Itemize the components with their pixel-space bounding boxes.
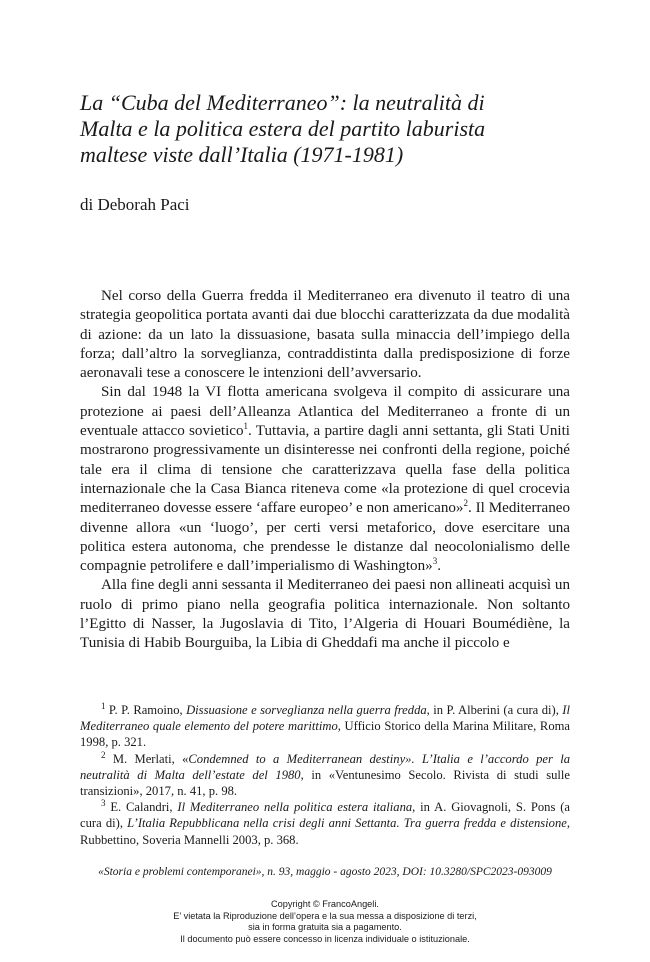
text-run: Sin dal 1948 la VI flotta americana svolgeva il compito di assicurare una protezione ai paesi dell’Alleanza Atlantica del Mediterraneo a fronte di un eventuale attacco sovietico bbox=[80, 384, 570, 440]
text-run: . Tuttavia, a partire dagli anni settanta, gli Stati Uniti mostrarono progressivamente un disinteresse nei confronti della regione, poiché tale era il clima di tensione che caratterizzava quella fase della politica internazionale che la Casa Bianca riteneva come «la protezione di quel crocevia mediterraneo dovesse essere ‘affare europeo’ e non americano» bbox=[80, 423, 570, 517]
article-title bbox=[80, 90, 580, 168]
text-run: , in P. Alberini (a cura di), bbox=[426, 703, 563, 717]
footnote-number: 1 bbox=[101, 700, 106, 711]
body-paragraph bbox=[80, 576, 570, 653]
copyright-line: Copyright © FrancoAngeli. bbox=[271, 899, 379, 909]
journal-citation: «Storia e problemi contemporanei», n. 93, maggio - agosto 2023, DOI: 10.3280/SPC2023-093009 bbox=[98, 866, 552, 878]
footnote-marker: 1 bbox=[243, 421, 249, 432]
footnote bbox=[80, 799, 570, 848]
italic-text: Dissuasione e sorveglianza nella guerra fredda bbox=[186, 703, 427, 717]
title-line: La “Cuba del Mediterraneo”: la neutralità di bbox=[80, 90, 485, 115]
text-run: . Il Mediterraneo divenne allora «un ‘luogo’, per certi versi metaforico, dove esercitare una politica estera autonoma, che prendesse le distanze dal neocolonialismo delle compagnie petrolifere e dall’imperialismo di Washington» bbox=[80, 500, 570, 575]
text-run: , Rubbettino, Soveria Mannelli 2003, p. 368. bbox=[80, 816, 570, 847]
text-run: P. P. Ramoino, bbox=[105, 703, 187, 717]
footnote-marker: 2 bbox=[463, 498, 468, 509]
text-run: E. Calandri, bbox=[105, 800, 178, 815]
italic-text: Il Mediterraneo quale elemento del potere marittimo bbox=[80, 703, 570, 734]
italic-text: L’Italia Repubblicana nella crisi degli anni Settanta. Tra guerra fredda e distensione bbox=[127, 816, 567, 831]
text-run: M. Merlati, « bbox=[105, 751, 189, 766]
copyright-line: Il documento può essere concesso in licenza individuale o istituzionale. bbox=[180, 933, 470, 944]
footnote-number: 3 bbox=[101, 798, 106, 809]
footnote bbox=[80, 751, 570, 800]
footnote-number: 2 bbox=[101, 749, 106, 760]
footnote bbox=[80, 702, 570, 751]
text-run: , in «Ventunesimo Secolo. Rivista di studi sulle transizioni», 2017, n. 41, p. 98. bbox=[80, 767, 570, 799]
body-paragraph bbox=[80, 383, 570, 576]
text-run: . bbox=[437, 558, 441, 575]
title-line: Malta e la politica estera del partito laburista bbox=[80, 116, 486, 141]
text-run: , in A. Giovagnoli, S. Pons (a cura di), bbox=[80, 800, 570, 831]
italic-text: Il Mediterraneo nella politica estera italiana bbox=[177, 800, 413, 815]
copyright-line: sia in forma gratuita sia a pagamento. bbox=[248, 922, 402, 932]
footnotes bbox=[80, 702, 570, 848]
body-paragraph bbox=[80, 287, 570, 383]
footnote-marker: 3 bbox=[432, 556, 438, 567]
copyright-notice bbox=[0, 899, 650, 945]
author-byline: di Deborah Paci bbox=[80, 195, 190, 214]
italic-text: Condemned to a Mediterranean destiny». L’Italia e l’accordo per la neutralità di Malta dell’estate del 1980 bbox=[80, 751, 570, 782]
text-run: , Ufficio Storico della Marina Militare, Roma 1998, p. 321. bbox=[80, 719, 570, 750]
article-body bbox=[80, 287, 570, 654]
copyright-line: E’ vietata la Riproduzione dell’opera e la sua messa a disposizione di terzi, bbox=[173, 910, 477, 921]
text-run: Alla fine degli anni sessanta il Mediterraneo dei paesi non allineati acquisì un ruolo di primo piano nella geografia politica internazionale. Non soltanto l’Egitto di Nasser, la Jugoslavia di Tito, l’Algeria di Houari Boumédiène, la Tunisia di Habib Bourguiba, la Libia di Gheddafi ma anche il piccolo e bbox=[80, 577, 570, 652]
title-line: maltese viste dall’Italia (1971-1981) bbox=[80, 142, 404, 167]
text-run: Nel corso della Guerra fredda il Mediterraneo era divenuto il teatro di una strategia geopolitica portata avanti dai due blocchi caratterizzata da due modalità di azione: da un lato la dissuasione, basata sulla minaccia dell’impiego della forza; dall’altro la sorveglianza, contraddistinta dalla predisposizione di forze aeronavali tese a conoscere le intenzioni dell’avversario. bbox=[80, 288, 570, 382]
